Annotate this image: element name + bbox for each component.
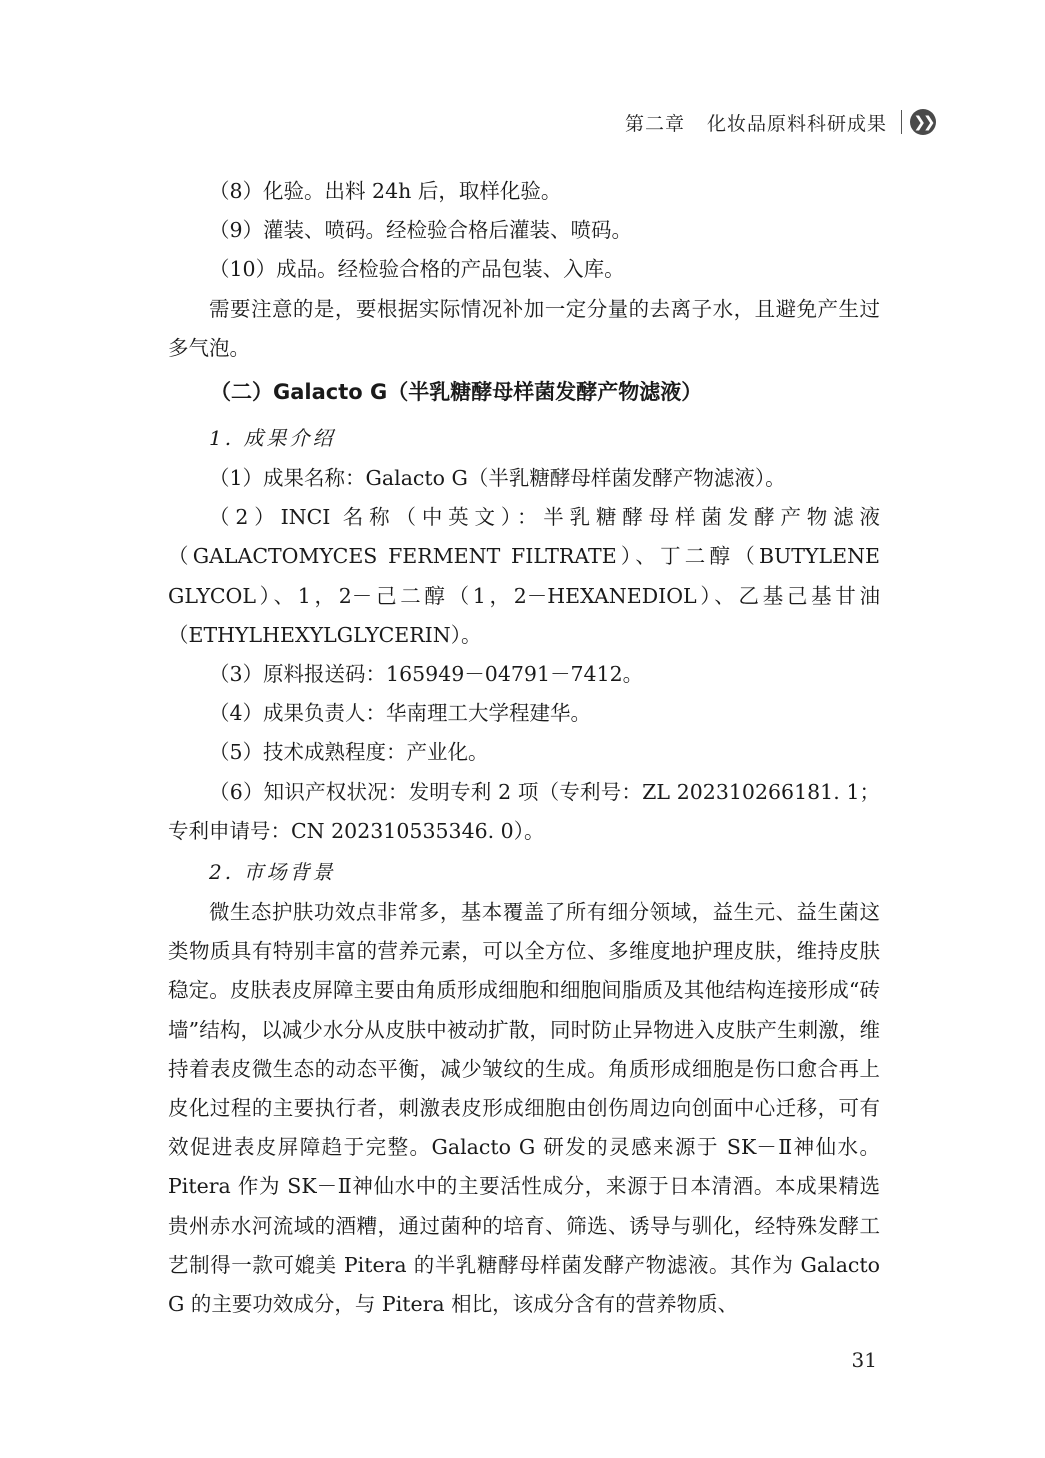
header-divider bbox=[901, 110, 902, 134]
section-heading: （二）Galacto G（半乳糖酵母样菌发酵产物滤液） bbox=[210, 380, 703, 405]
step-10-paragraph: （10）成品。经检验合格的产品包装、入库。 bbox=[209, 257, 625, 282]
subheading-achievement-intro: 1. 成果介绍 bbox=[209, 426, 336, 451]
step-8-paragraph: （8）化验。出料 24h 后，取样化验。 bbox=[209, 179, 562, 203]
item-5-paragraph: （5）技术成熟程度：产业化。 bbox=[209, 740, 489, 765]
chapter-title: 化妆品原料科研成果 bbox=[706, 112, 887, 135]
page-body bbox=[168, 172, 880, 1324]
item-4-paragraph: （4）成果负责人：华南理工大学程建华。 bbox=[209, 701, 592, 726]
market-background-paragraph: 微生态护肤功效点非常多，基本覆盖了所有细分领域，益生元、益生菌这类物质具有特别丰富的营养元素，可以全方位、多维度地护理皮肤，维持皮肤稳定。皮肤表皮屏障主要由角质形成细胞和细胞间脂质及其他结构连接形成“砖墙”结构，以减少水分从皮肤中被动扩散，同时防止异物进入皮肤产生刺激，维持着表皮微生态的动态平衡，减少皱纹的生成。角质形成细胞是伤口愈合再上皮化过程的主要执行者，刺激表皮形成细胞由创伤周边向创面中心迁移，可有效促进表皮屏障趋于完整。Galacto G 研发的灵感来源于 SK－Ⅱ神仙水。Pitera 作为 SK－Ⅱ神仙水中的主要活性成分，来源于日本清酒。本成果精选贵州赤水河流域的酒糟，通过菌种的培育、筛选、诱导与驯化，经特殊发酵工艺制得一款可媲美 Pitera 的半乳糖酵母样菌发酵产物滤液。其作为 Galacto G 的主要功效成分，与 Pitera 相比，该成分含有的营养物质、 bbox=[168, 900, 880, 1317]
double-chevron-right-icon: ❯❯ bbox=[910, 109, 936, 135]
item-1-paragraph: （1）成果名称：Galacto G（半乳糖酵母样菌发酵产物滤液）。 bbox=[209, 466, 786, 491]
item-2-paragraph: （2）INCI 名称（中英文）：半乳糖酵母样菌发酵产物滤液（GALACTOMYCES FERMENT FILTRATE）、丁二醇（BUTYLENE GLYCOL）、1，2－己二醇（1，2－HEXANEDIOL）、乙基己基甘油（ETHYLHEXYLGLYCERIN）。 bbox=[168, 505, 880, 647]
chapter-label: 第二章 bbox=[624, 112, 685, 135]
note-paragraph: 需要注意的是，要根据实际情况补加一定分量的去离子水，且避免产生过多气泡。 bbox=[168, 296, 880, 360]
subheading-market-background: 2. 市场背景 bbox=[209, 860, 336, 885]
item-6-paragraph: （6）知识产权状况：发明专利 2 项（专利号：ZL 202310266181. 1；专利申请号：CN 202310535346. 0）。 bbox=[168, 779, 880, 843]
step-9-paragraph: （9）灌装、喷码。经检验合格后灌装、喷码。 bbox=[209, 218, 633, 243]
page-number: 31 bbox=[851, 1348, 877, 1372]
item-3-paragraph: （3）原料报送码：165949－04791－7412。 bbox=[209, 662, 644, 687]
running-header bbox=[624, 108, 933, 136]
